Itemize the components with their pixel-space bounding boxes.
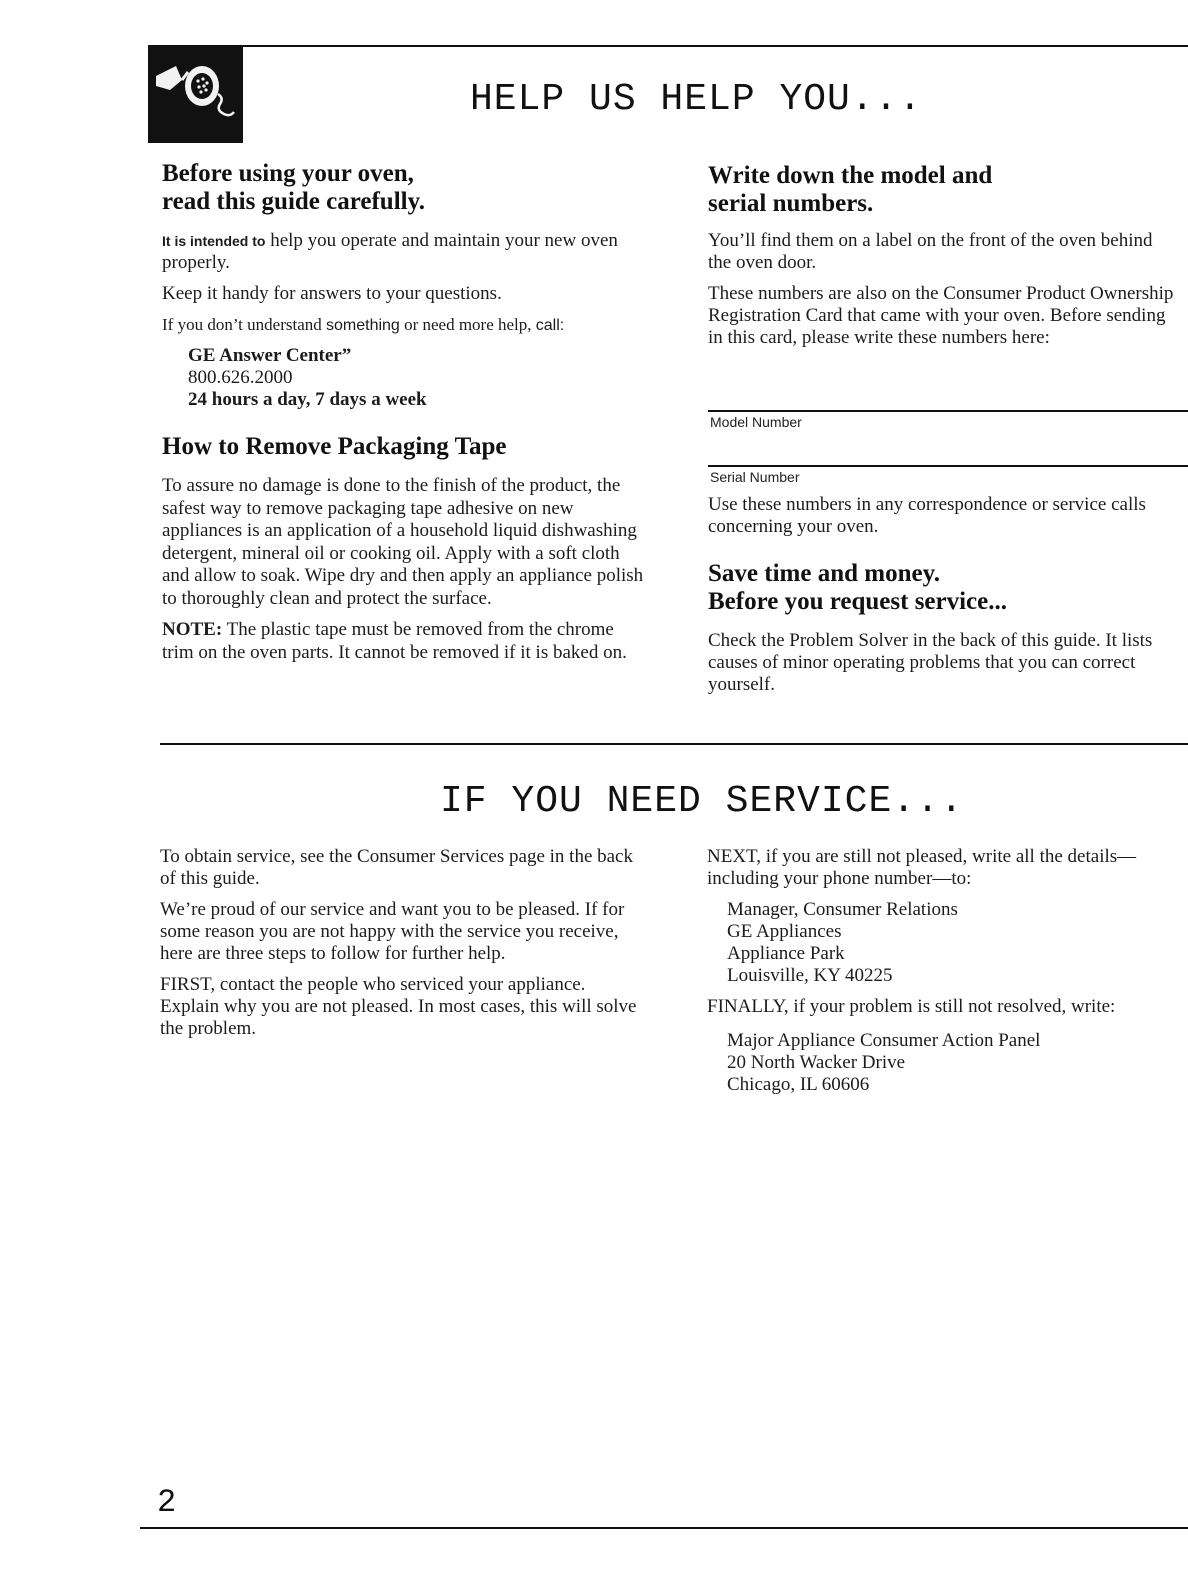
use-numbers-paragraph: Use these numbers in any correspondence or service calls concerning your oven.: [708, 494, 1146, 537]
proud-paragraph: We’re proud of our service and want you to be pleased. If for some reason you are not happy with the service you receive, here are three steps to follow for further help.: [160, 899, 625, 964]
answer-center-block: [162, 344, 647, 411]
call-paragraph: If you don’t understand something or need more help, call:: [162, 315, 565, 334]
find-paragraph: You’ll find them on a label on the front of the oven behind the oven door.: [708, 230, 1153, 273]
address-line: 20 North Wacker Drive: [727, 1052, 906, 1073]
telephone-icon: [148, 46, 243, 143]
tape-paragraph: To assure no damage is done to the finish of the product, the safest way to remove packaging tape adhesive on new appliances is an application of a household liquid dishwashing detergent, mineral oil or cooking oil. Apply with a soft cloth and allow to soak. Wipe dry and then apply an appliance polish to thoroughly clean and protect the surface.: [162, 475, 644, 609]
check-paragraph: Check the Problem Solver in the back of this guide. It lists causes of minor operating problems that you can correct yourself.: [708, 630, 1153, 695]
save-time-heading: Save time and money. Before you request service...: [708, 560, 1007, 615]
address-line: GE Appliances: [727, 921, 842, 942]
obtain-paragraph: To obtain service, see the Consumer Services page in the back of this guide.: [160, 846, 633, 889]
numbers-paragraph: These numbers are also on the Consumer Product Ownership Registration Card that came with your oven. Before sending in this card, please write these numbers here:: [708, 283, 1174, 348]
header-icon-box: [148, 46, 243, 143]
model-number-line: [708, 410, 1188, 412]
intended-paragraph: It is intended to help you operate and maintain your new oven properly.: [162, 230, 618, 273]
left-column: [162, 160, 647, 673]
finally-step-paragraph: FINALLY, if your problem is still not resolved, write:: [707, 996, 1116, 1017]
model-number-label: Model Number: [710, 414, 802, 430]
keep-handy-paragraph: Keep it handy for answers to your questions.: [162, 283, 502, 304]
serial-number-line: [708, 465, 1188, 467]
packaging-tape-heading: How to Remove Packaging Tape: [162, 433, 507, 460]
action-panel-address: [707, 1030, 1185, 1096]
middle-rule: [160, 743, 1188, 745]
address-line: Chicago, IL 60606: [727, 1074, 870, 1095]
answer-center-phone: 800.626.2000: [188, 367, 293, 388]
first-step-paragraph: FIRST, contact the people who serviced your appliance. Explain why you are not pleased. In most cases, this will solve the problem.: [160, 974, 637, 1039]
address-line: Major Appliance Consumer Action Panel: [727, 1030, 1041, 1051]
serial-number-label: Serial Number: [710, 469, 800, 485]
answer-center-name: GE Answer Center”: [188, 345, 352, 366]
service-title: IF YOU NEED SERVICE...: [440, 780, 964, 823]
page-title: HELP US HELP YOU...: [470, 78, 923, 121]
top-rule: [148, 45, 1188, 47]
address-line: Appliance Park: [727, 943, 845, 964]
service-left-column: [160, 846, 640, 1049]
write-down-heading: Write down the model and serial numbers.: [708, 162, 993, 217]
before-using-heading: Before using your oven, read this guide carefully.: [162, 160, 425, 215]
right-column: [708, 162, 1178, 358]
bottom-rule: [140, 1527, 1188, 1529]
service-right-column: [707, 846, 1185, 1096]
address-line: Louisville, KY 40225: [727, 965, 893, 986]
address-line: Manager, Consumer Relations: [727, 899, 958, 920]
note-paragraph: NOTE: The plastic tape must be removed from the chrome trim on the oven parts. It cannot be removed if it is baked on.: [162, 619, 627, 663]
right-column-lower: [708, 494, 1178, 705]
next-step-paragraph: NEXT, if you are still not pleased, write all the details—including your phone number—to:: [707, 846, 1137, 889]
answer-center-hours: 24 hours a day, 7 days a week: [188, 389, 427, 410]
consumer-relations-address: [707, 899, 1185, 987]
page-number: 2: [157, 1484, 177, 1521]
